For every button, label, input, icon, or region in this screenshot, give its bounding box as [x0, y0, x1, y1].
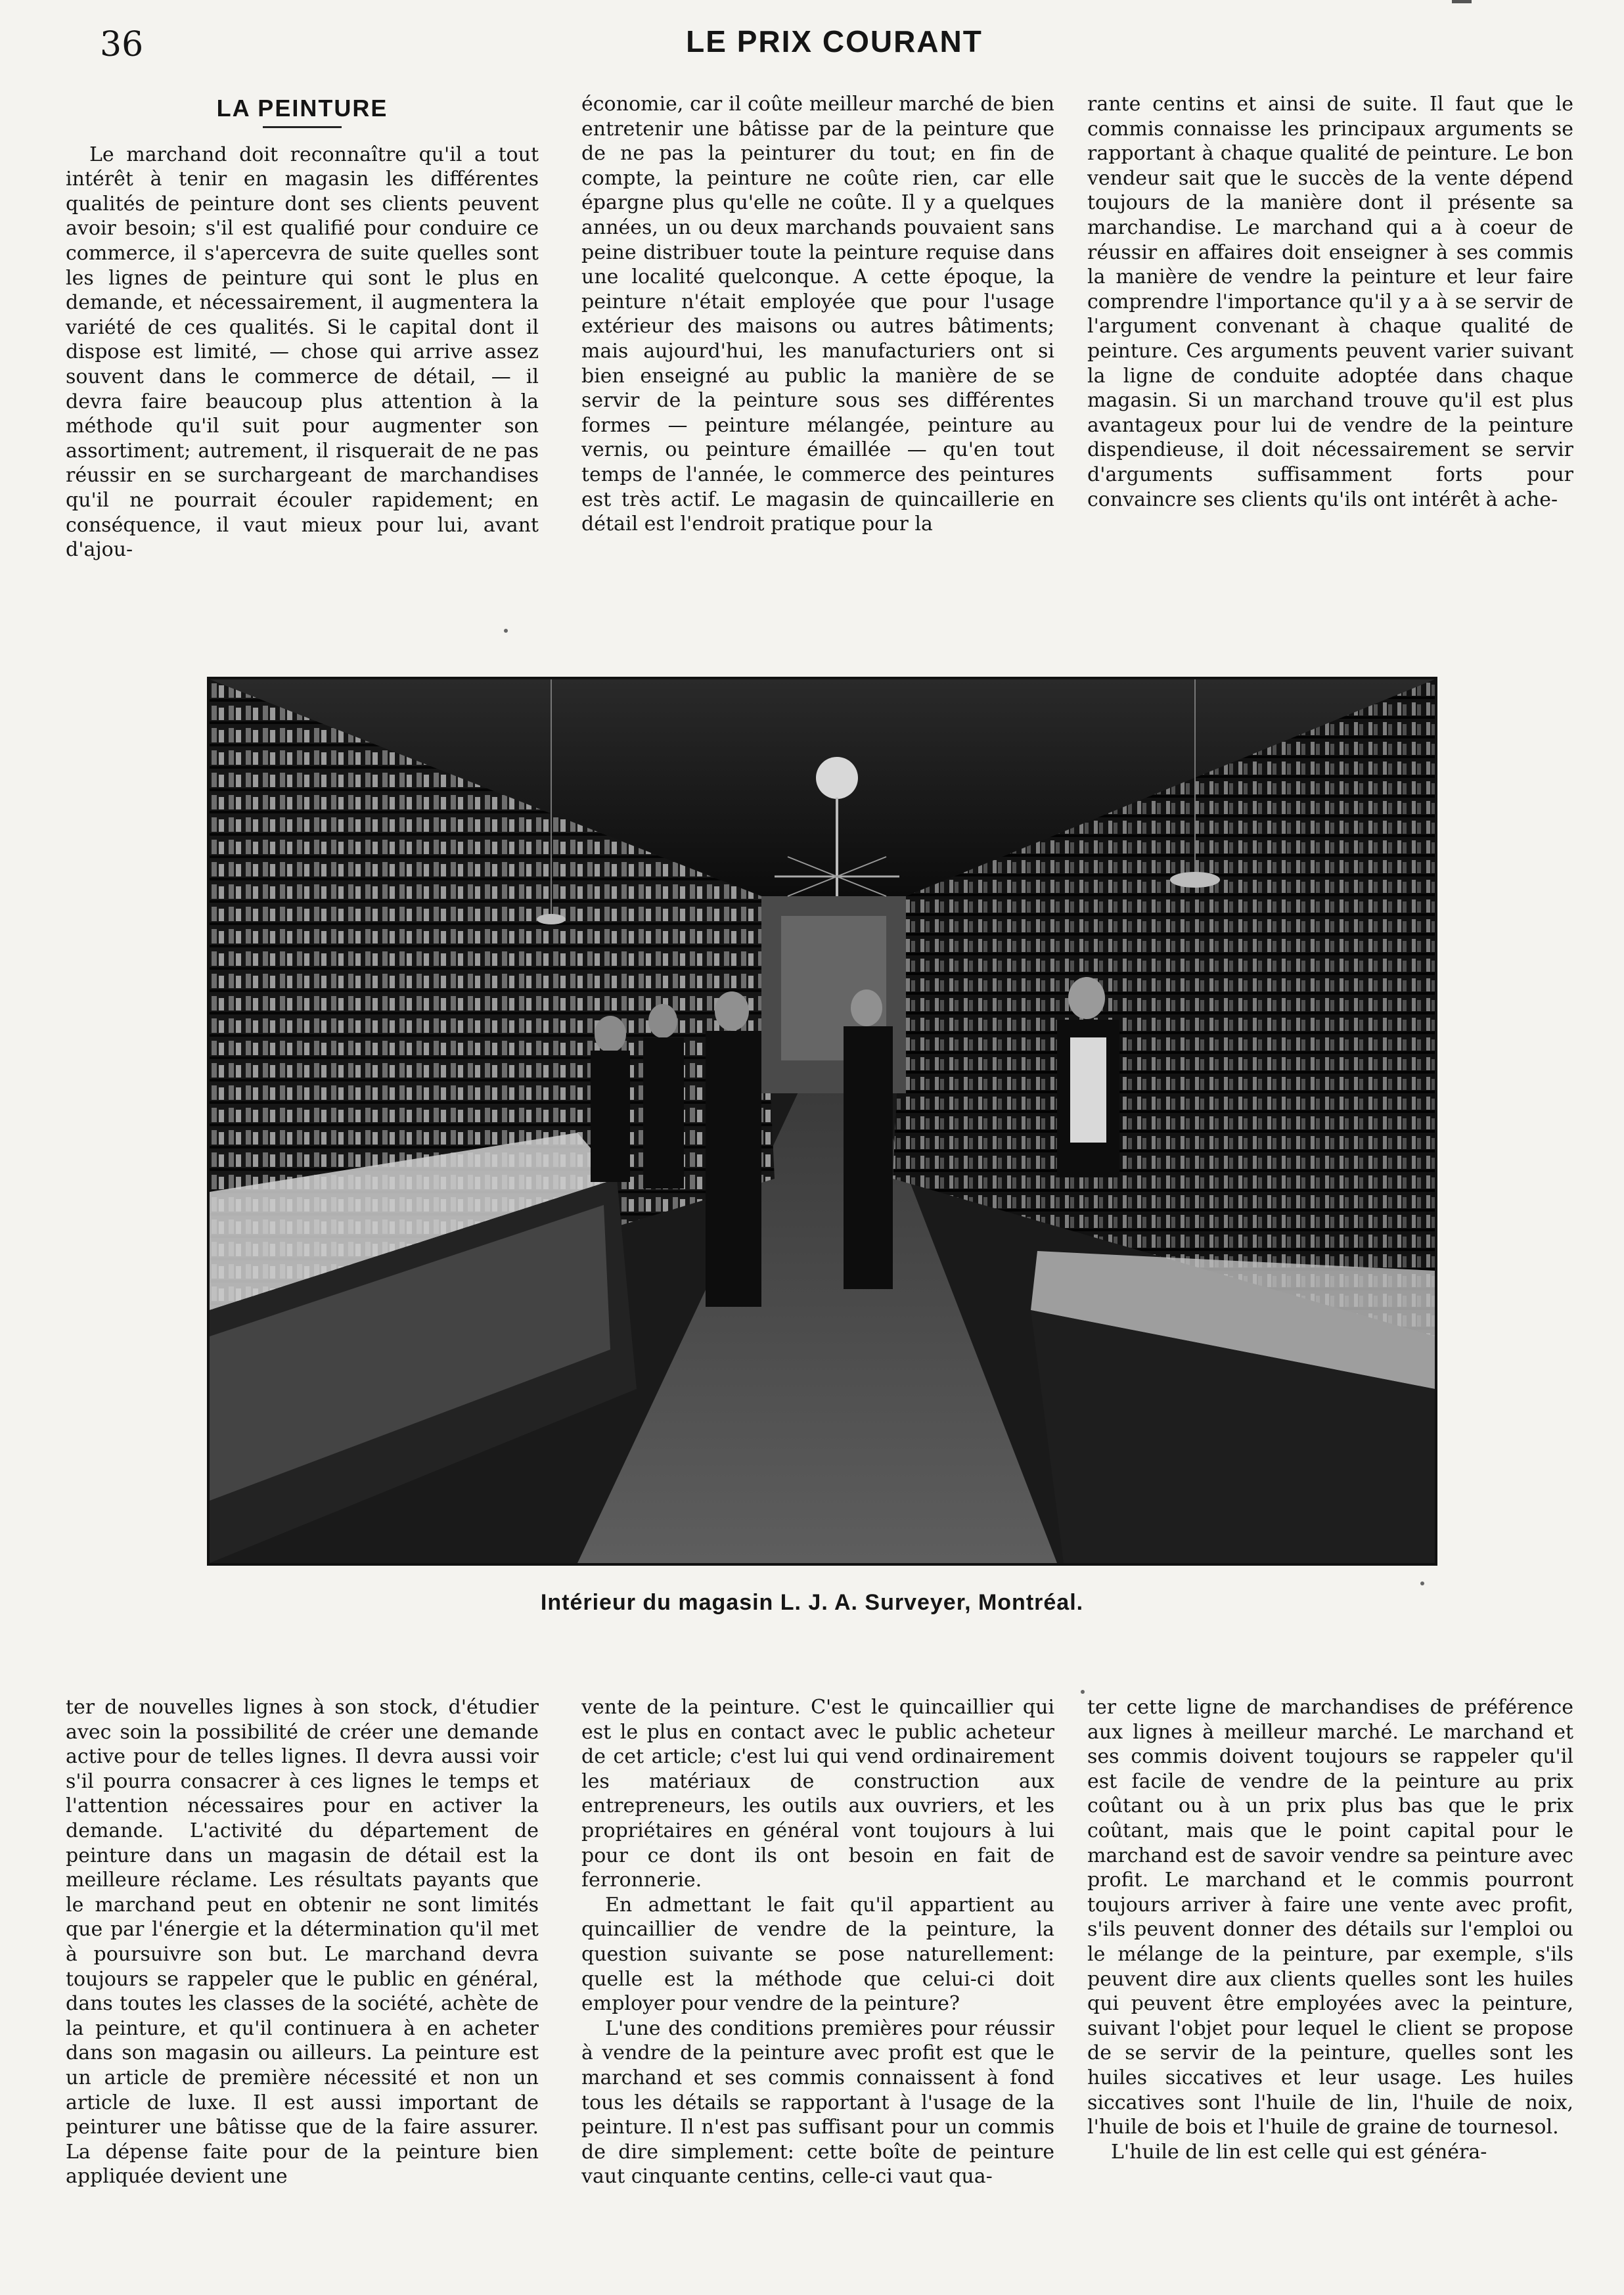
paragraph: ter de nouvelles lignes à son stock, d'étudier avec soin la possibilité de créer une demande active pour de telles lignes. Il devra aussi voir s'il pourra consacrer à ces lignes le temps et l'attention nécessaires pour en activer la demande. L'activité du département de peinture dans un magasin de détail est la meilleure réclame. Les résultats payants que le marchand peut en obtenir ne sont limités que par l'énergie et la détermination qu'il met à poursuivre son but. Le marchand devra toujours se rappeler que le public en général, dans toutes les classes de la société, achète de la peinture, et qu'il continuera à en acheter dans son magasin ou ailleurs. La peinture est un article de première nécessité et non un article de luxe. Il est aussi important de peinturer une bâtisse que de la faire assurer. La dépense faite pour de la peinture bien appliquée devient une	[66, 1696, 539, 2189]
store-interior-illustration	[210, 679, 1435, 1563]
journal-title: LE PRIX COURANT	[686, 24, 983, 58]
paragraph: ter cette ligne de marchandises de préférence aux lignes à meilleur marché. Le marchand et ses commis doivent toujours se rappeler qu'il est facile de vendre de la peinture au prix coûtant ou à un prix plus bas que le prix coûtant, mais que le point capital pour le marchand est de savoir vendre sa peinture avec profit. Le marchand et le commis pourront toujours arriver à faire une vente avec profit, s'ils peuvent donner des détails sur l'emploi ou le mélange de la peinture, par exemple, s'ils peuvent dire aux clients quelles sont les huiles qui peuvent être employées avec la peinture, suivant l'objet pour lequel le client se propose de se servir de la peinture, quelles sont les huiles siccatives et leur usage. Les huiles siccatives sont l'huile de lin, l'huile de noix, l'huile de bois et l'huile de graine de tournesol.	[1087, 1696, 1573, 2139]
bottom-column-3	[1087, 1695, 1573, 2273]
paragraph: vente de la peinture. C'est le quincaillier qui est le plus en contact avec le public acheteur de cet article; c'est lui qui vend ordinairement les matériaux de construction aux entrepreneurs, les outils aux ouvriers, et les propriétaires en général vont toujours à lui pour ce dont ils ont besoin en fait de ferronnerie.	[581, 1696, 1054, 1892]
paragraph: En admettant le fait qu'il appartient au quincaillier de vendre de la peinture, la question suivante se pose naturellement: quelle est la méthode que celui-ci doit employer pour vendre de la peinture?	[581, 1893, 1054, 2016]
paragraph: L'une des conditions premières pour réussir à vendre de la peinture avec profit est que le marchand et ses commis connaissent à fond tous les détails se rapportant à l'usage de la peinture. Il n'est pas suffisant pour un commis de dire simplement: cette boîte de peinture vaut cinquante centins, celle-ci vaut qua-	[581, 2016, 1054, 2189]
store-interior-photo	[207, 677, 1437, 1566]
title-rule	[263, 126, 342, 128]
bottom-column-1	[66, 1695, 539, 2273]
top-column-1	[66, 92, 539, 598]
paragraph: Le marchand doit reconnaître qu'il a tout intérêt à tenir en magasin les différentes qualités de peinture dont ses clients peuvent avoir besoin; s'il est qualifié pour conduire ce commerce, il s'apercevra de suite quelles sont les lignes de peinture qui sont le plus en demande, et nécessairement, il augmentera la variété de ces qualités. Si le capital dont il dispose est limité, — chose qui arrive assez souvent dans le commerce de détail, — il devra faire beaucoup plus attention à la méthode qu'il suit pour augmenter son assortiment; autrement, il risquerait de ne pas réussir en se surchargeant de marchandises qu'il ne pourrait écouler rapidement; en conséquence, il vaut mieux pour lui, avant d'ajou-	[66, 143, 539, 562]
page-number: 36	[100, 25, 144, 64]
top-column-3	[1087, 92, 1573, 598]
paragraph: rante centins et ainsi de suite. Il faut que le commis connaisse les principaux arguments se rapportant à chaque qualité de peinture. Le bon vendeur sait que le succès de la vente dépend toujours de la manière dont il présente sa marchandise. Le marchand qui a à coeur de réussir en affaires doit enseigner à ses commis la manière de vendre la peinture et leur faire comprendre l'importance qu'il y a à se servir de l'argument convenant à chaque qualité de peinture. Ces arguments peuvent varier suivant la ligne de conduite adoptée dans chaque magasin. Si un marchand trouve qu'il est plus avantageux pour lui de vendre de la peinture dispendieuse, il doit nécessairement se servir d'arguments suffisamment forts pour convaincre ses clients qu'ils ont intérêt à ache-	[1087, 93, 1573, 511]
paragraph: économie, car il coûte meilleur marché de bien entretenir une bâtisse par de la peinture que de ne pas la peinturer du tout; en fin de compte, la peinture ne coûte rien, car elle épargne plus qu'elle ne coûte. Il y a quelques années, un ou deux marchands pouvaient sans peine distribuer toute la peinture requise dans une localité quelconque. A cette époque, la peinture n'était employée que pour l'usage extérieur des maisons ou autres bâtiments; mais aujourd'hui, les manufacturiers ont si bien enseigné au public la manière de se servir de la peinture sous ses différentes formes — peinture mélangée, peinture au vernis, ou peinture émaillée — qu'en tout temps de l'année, le commerce des peintures est très actif. Le magasin de quincaillerie en détail est l'endroit pratique pour la	[581, 93, 1054, 536]
article-title: LA PEINTURE	[216, 95, 388, 122]
top-column-2	[581, 92, 1054, 598]
photo-caption: Intérieur du magasin L. J. A. Surveyer, Montréal.	[540, 1590, 1084, 1615]
running-head	[92, 20, 1577, 66]
paragraph: L'huile de lin est celle qui est généra-	[1111, 2140, 1487, 2164]
bottom-column-2	[581, 1695, 1054, 2273]
